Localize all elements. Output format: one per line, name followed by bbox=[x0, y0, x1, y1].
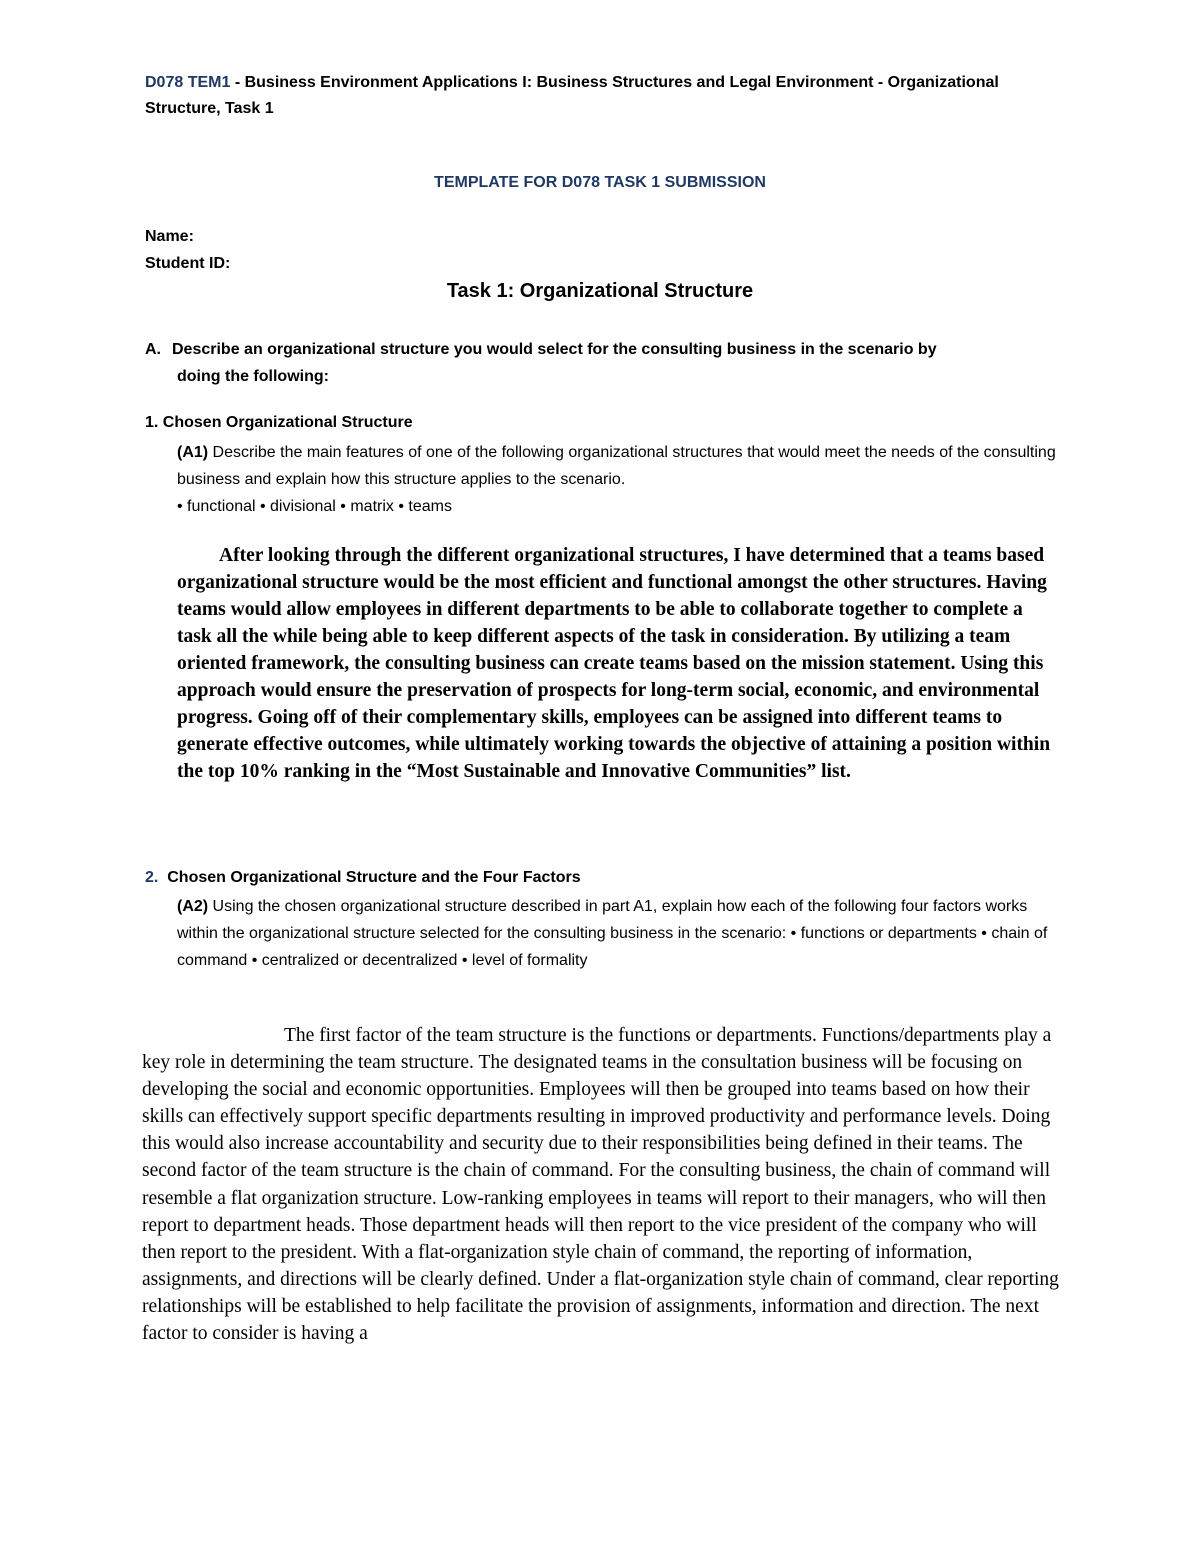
section-a-text-line1: Describe an organizational structure you would select for the consulting business in the scenario by bbox=[172, 341, 937, 358]
part1-prompt-text: Describe the main features of one of the following organizational structures that would meet the needs of the consulting business and explain how this structure applies to the scenario. bbox=[177, 444, 1056, 488]
part2-prompt-text: Using the chosen organizational structure described in part A1, explain how each of the following four factors works within the organizational structure selected for the consulting business in the scenario: • functions or departments • chain of command • centralized or decentralized • level of formality bbox=[177, 898, 1048, 969]
name-field-label: Name: bbox=[145, 228, 194, 245]
part2-heading bbox=[145, 869, 581, 887]
part2-number: 2. bbox=[145, 869, 159, 886]
part2-prompt bbox=[177, 893, 1057, 974]
section-a-letter: A. bbox=[145, 341, 161, 358]
template-title: TEMPLATE FOR D078 TASK 1 SUBMISSION bbox=[434, 174, 766, 191]
section-a-text-line2: doing the following: bbox=[177, 368, 329, 385]
course-header bbox=[145, 70, 1065, 122]
part1-answer: After looking through the different organizational structures, I have determined that a teams based organizational structure would be the most efficient and functional amongst the other structures. Having teams would allow employees in different departments to be able to collaborate together to complete a task all the while being able to keep different aspects of the task in consideration. By utilizing a team oriented framework, the consulting business can create teams based on the mission statement. Using this approach would ensure the preservation of prospects for long-term social, economic, and environmental progress. Going off of their complementary skills, employees can be assigned into different teams to generate effective outcomes, while ultimately working towards the objective of attaining a position within the top 10% ranking in the “Most Sustainable and Innovative Communities” list. bbox=[177, 545, 1051, 782]
task-title: Task 1: Organizational Structure bbox=[446, 280, 754, 302]
section-a-instructions bbox=[145, 336, 1075, 390]
part1-prompt bbox=[177, 439, 1057, 520]
part1-structure-options: • functional • divisional • matrix • teams bbox=[177, 498, 452, 515]
course-title: - Business Environment Applications I: Business Structures and Legal Environment - Organizational Structure, Task 1 bbox=[145, 74, 999, 117]
course-code: D078 TEM1 bbox=[145, 74, 231, 91]
part2-heading-text: Chosen Organizational Structure and the Four Factors bbox=[158, 869, 581, 886]
part2-answer: The first factor of the team structure is the functions or departments. Functions/departments play a key role in determining the team structure. The designated teams in the consultation business will be focusing on developing the social and economic opportunities. Employees will then be grouped into teams based on how their skills can effectively support specific departments resulting in improved productivity and performance levels. Doing this would also increase accountability and security due to their responsibilities being defined in their teams. The second factor of the team structure is the chain of command. For the consulting business, the chain of command will resemble a flat organization structure. Low-ranking employees in teams will report to their managers, who will then report to department heads. Those department heads will then report to the vice president of the company who will then report to the president. With a flat-organization style chain of command, the reporting of information, assignments, and directions will be clearly defined. Under a flat-organization style chain of command, clear reporting relationships will be established to help facilitate the provision of assignments, information and direction. The next factor to consider is having a bbox=[142, 1025, 1059, 1345]
part2-prompt-code: (A2) bbox=[177, 898, 209, 915]
student-id-field-label: Student ID: bbox=[145, 255, 231, 272]
part1-heading: 1. Chosen Organizational Structure bbox=[145, 414, 413, 431]
part1-prompt-code: (A1) bbox=[177, 444, 209, 461]
